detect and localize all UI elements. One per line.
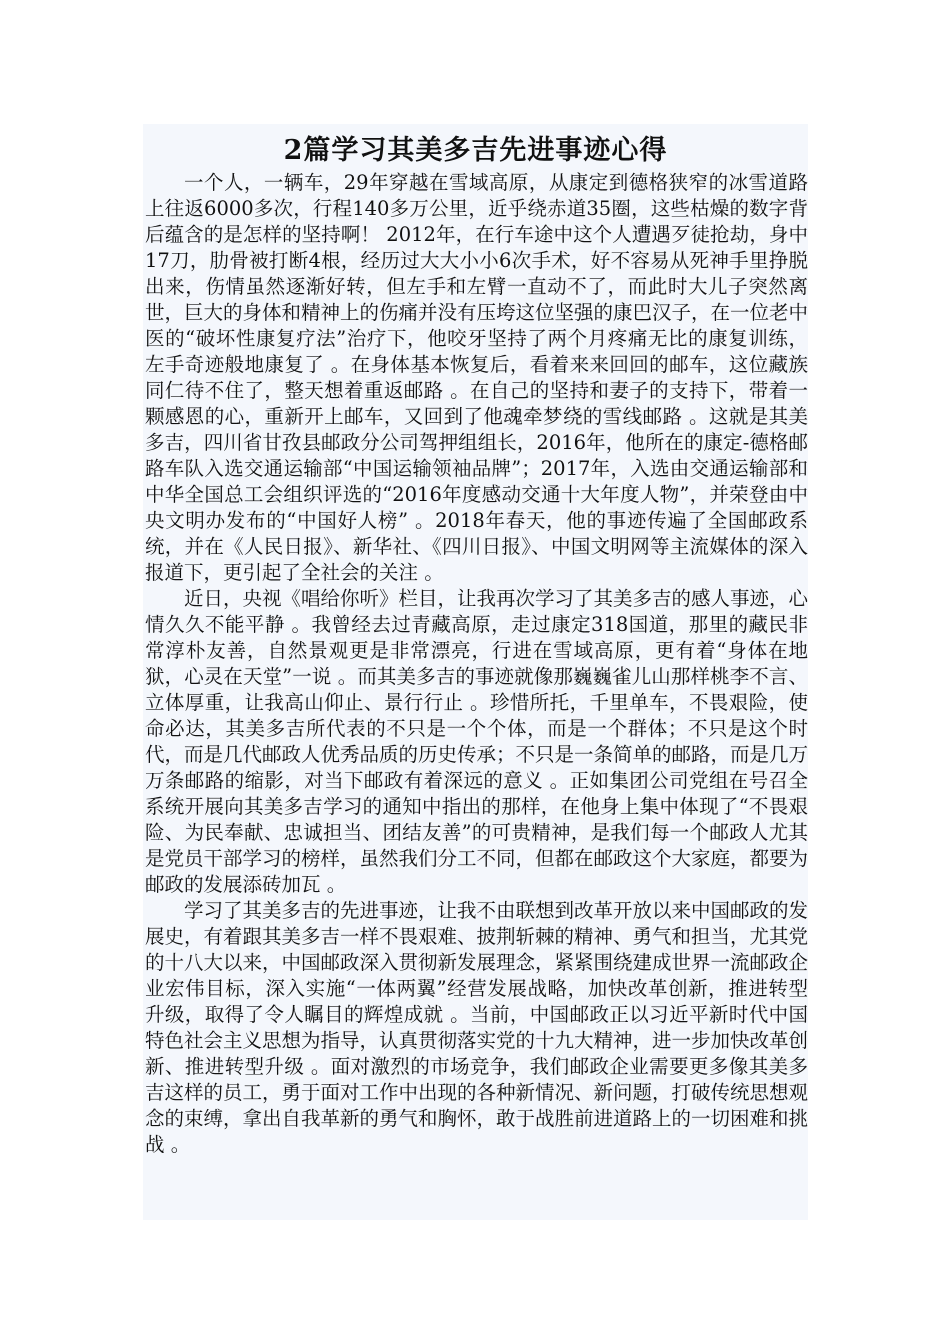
document-body <box>143 124 808 1220</box>
paragraph-3: 学习了其美多吉的先进事迹，让我不由联想到改革开放以来中国邮政的发展史，有着跟其美多吉一样不畏艰难、披荆斩棘的精神、勇气和担当，尤其党的十八大以来，中国邮政深入贯彻新发展理念，紧紧围绕建成世界一流邮政企业宏伟目标，深入实施“一体两翼”经营发展战略，加快改革创新，推进转型升级，取得了令人瞩目的辉煌成就 。当前，中国邮政正以习近平新时代中国特色社会主义思想为指导，认真贯彻落实党的十九大精神，进一步加快改革创新、推进转型升级 。面对激烈的市场竞争，我们邮政企业需要更多像其美多吉这样的员工，勇于面对工作中出现的各种新情况、新问题，打破传统思想观念的束缚，拿出自我革新的勇气和胸怀，敢于战胜前进道路上的一切困难和挑战 。 <box>145 899 808 1156</box>
document-title: 2篇学习其美多吉先进事迹心得 <box>283 135 668 166</box>
paragraph-2: 近日，央视《唱给你听》栏目，让我再次学习了其美多吉的感人事迹，心情久久不能平静 。我曾经去过青藏高原，走过康定318国道，那里的藏民非常淳朴友善，自然景观更是非常漂亮，行进在雪域高原，更有着“身体在地狱，心灵在天堂”一说 。而其美多吉的事迹就像那巍巍雀儿山那样桃李不言、立体厚重，让我高山仰止、景行行止 。珍惜所托，千里单车，不畏艰险，使命必达，其美多吉所代表的不只是一个个体，而是一个群体；不只是这个时代，而是几代邮政人优秀品质的历史传承；不只是一条简单的邮路，而是几万万条邮路的缩影，对当下邮政有着深远的意义 。正如集团公司党组在号召全系统开展向其美多吉学习的通知中指出的那样，在他身上集中体现了“不畏艰险、为民奉献、忠诚担当、团结友善”的可贵精神，是我们每一个邮政人尤其是党员干部学习的榜样，虽然我们分工不同，但都在邮政这个大家庭，都要为邮政的发展添砖加瓦 。 <box>145 587 808 896</box>
paragraph-1: 一个人，一辆车，29年穿越在雪域高原，从康定到德格狭窄的冰雪道路上往返6000多次，行程140多万公里，近乎绕赤道35圈，这些枯燥的数字背后蕴含的是怎样的坚持啊！ 2012年，在行车途中这个人遭遇歹徒抢劫，身中17刀，肋骨被打断4根，经历过大大小小6次手术，好不容易从死神手里挣脱出来，伤情虽然逐渐好转，但左手和左臂一直动不了，而此时大儿子突然离世，巨大的身体和精神上的伤痛并没有压垮这位坚强的康巴汉子，在一位老中医的“破坏性康复疗法”治疗下，他咬牙坚持了两个月疼痛无比的康复训练，左手奇迹般地康复了 。在身体基本恢复后，看着来来回回的邮车，这位藏族同仁待不住了，整天想着重返邮路 。在自己的坚持和妻子的支持下，带着一颗感恩的心，重新开上邮车，又回到了他魂牵梦绕的雪线邮路 。这就是其美多吉，四川省甘孜县邮政分公司驾押组组长，2016年，他所在的康定-德格邮路车队入选交通运输部“中国运输领袖品牌”；2017年，入选由交通运输部和中华全国总工会组织评选的“2016年度感动交通十大年度人物”，并荣登由中央文明办发布的“中国好人榜” 。2018年春天，他的事迹传遍了全国邮政系统，并在《人民日报》、新华社、《四川日报》、中国文明网等主流媒体的深入报道下，更引起了全社会的关注 。 <box>145 171 808 584</box>
